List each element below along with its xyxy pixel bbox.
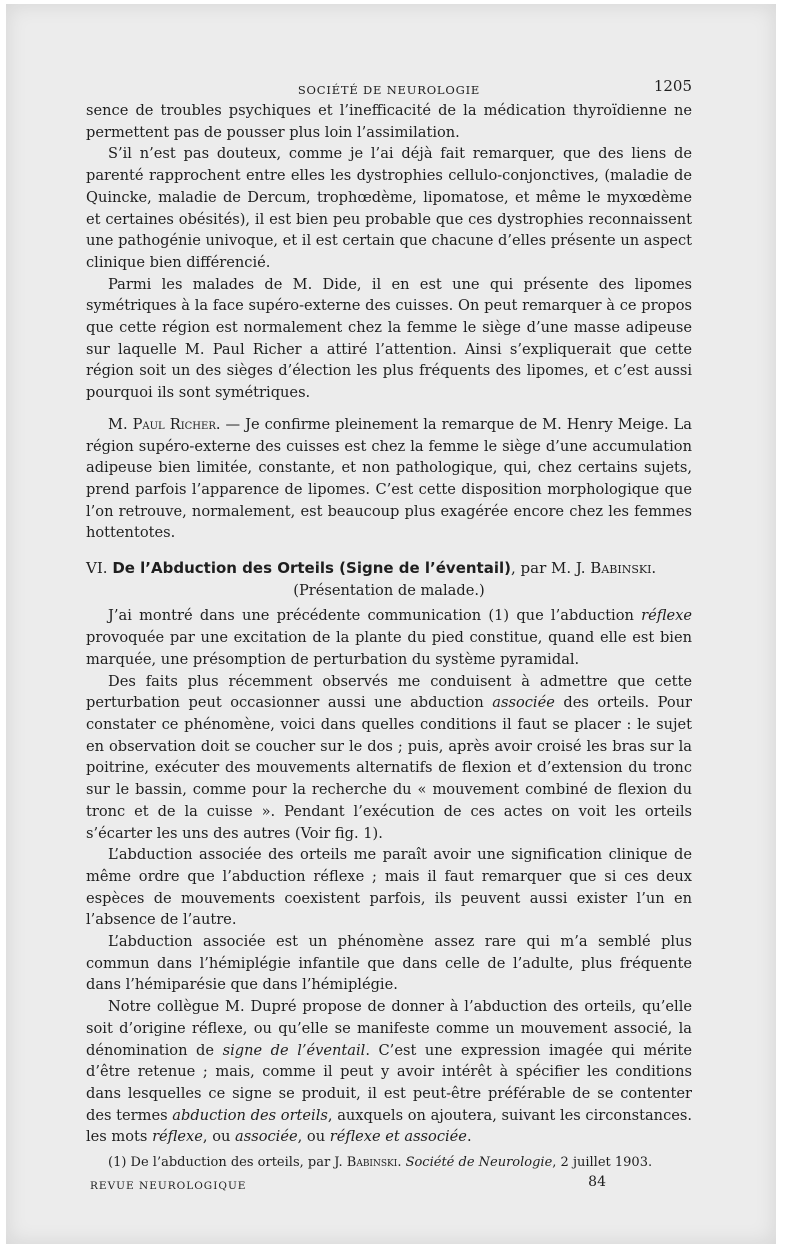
running-header-title: SOCIÉTÉ DE NEUROLOGIE <box>297 83 481 97</box>
page-footer <box>86 1174 692 1194</box>
section-author: Babinski <box>590 559 652 578</box>
emphasis: abduction des orteils <box>172 1106 328 1124</box>
emphasis: réflexe et associée <box>329 1128 467 1146</box>
paragraph-rarete: L’abduction associée est un phénomène assez rare qui m’a semblé plus commun dans l’hémiplégie infantile que dans celle de l’adulte, plus fréquente dans l’hémiparésie que dans l’hémiplégie. <box>86 933 692 994</box>
section-author-end: . <box>651 559 657 578</box>
section-by: , par M. J. <box>510 559 591 578</box>
text-run: , 2 juillet 1903. <box>552 1155 653 1171</box>
footer-signature-number: 84 <box>588 1174 606 1191</box>
emphasis: signe de l’éventail <box>222 1041 366 1059</box>
emphasis: associée <box>492 694 555 712</box>
emphasis: réflexe <box>152 1128 203 1146</box>
section-number: VI. <box>86 559 108 578</box>
text-run: J’ai montré dans une précédente communication (1) que l’abduction <box>108 607 642 625</box>
text-run: provoquée par une excitation de la plante du pied constitue, quand elle est bien marquée, une présomption de perturbation du système pyramidal. <box>86 629 692 668</box>
page-number: 1205 <box>653 77 692 95</box>
paragraph-denomination <box>86 996 692 1148</box>
text-run: . <box>466 1128 472 1146</box>
text-run: . C’est une expression imagée qui mérite d’être retenue ; mais, comme il peut y avoir intérêt à spécifier les conditions dans lesquelles ce signe se produit, il est peut-être préférable de se contenter des termes <box>86 1041 692 1124</box>
paragraph-lipomes: Parmi les malades de M. Dide, il en est une qui présente des lipomes symétriques à la face supéro-externe des cuisses. On peut remarquer à ce propos que cette région est normalement chez la femme le siège d’une masse adipeuse sur laquelle M. Paul Richer a attiré l’attention. Ainsi s’expliquerait que cette région soit un des sièges d’élection les plus fréquents des lipomes, et c’est aussi pourquoi ils sont symétriques. <box>86 275 692 402</box>
paragraph-richer <box>86 414 692 544</box>
footnote <box>86 1154 692 1172</box>
text-run: . <box>397 1155 406 1171</box>
section-title: De l’Abduction des Orteils (Signe de l’éventail) <box>112 559 511 578</box>
text-run: , ou <box>202 1128 236 1146</box>
paragraph-abduction-reflexe <box>86 605 692 670</box>
document-page <box>86 78 692 1194</box>
section-subtitle: (Présentation de malade.) <box>293 581 485 599</box>
emphasis: associée <box>235 1128 298 1146</box>
text-run: , ou <box>297 1128 330 1146</box>
paragraph-continuation: sence de troubles psychiques et l’inefficacité de la médication thyroïdienne ne permettent pas de pousser plus loin l’assimilation. <box>86 102 692 141</box>
text-run: Des faits plus récemment observés me conduisent à admettre que cette perturbation peut occasionner aussi une abduction <box>86 672 692 712</box>
paragraph-richer-text: — Je confirme pleinement la remarque de M. Henry Meige. La région supéro-externe des cuisses est chez la femme le siège d’une accumulation adipeuse bien limitée, constante, et non pathologique, qui, chez certains sujets, prend parfois l’apparence de lipomes. C’est cette disposition morphologique que l’on retrouve, normalement, est beaucoup plus exagérée encore chez les femmes hottentotes. <box>86 415 692 542</box>
text-run: des orteils. Pour constater ce phénomène, voici dans quelles conditions il faut se placer : le sujet en observation doit se coucher sur le dos ; puis, après avoir croisé les bras sur la poitrine, exécuter des mouvements alternatifs de flexion et d’extension du tronc sur le bassin, comme pour la recherche du « mouvement combiné de flexion du tronc et de la cuisse ». Pendant l’exécution de ces actes on voit les orteils s’écarter les uns des autres (Voir fig. 1). <box>86 694 692 842</box>
text-run: , auxquels on ajoutera, suivant les circonstances. les mots <box>86 1106 693 1146</box>
text-run: (1) De l’abduction des orteils, par J. <box>108 1155 347 1171</box>
emphasis: réflexe <box>641 607 692 625</box>
section-heading <box>86 558 692 580</box>
footer-journal-name: REVUE NEUROLOGIQUE <box>90 1180 247 1193</box>
footnote-journal: Société de Neurologie <box>405 1155 553 1171</box>
speaker-name: M. Paul Richer. <box>108 415 221 433</box>
paragraph-dystrophies: S’il n’est pas douteux, comme je l’ai déjà fait remarquer, que des liens de parenté rapprochent entre elles les dystrophies cellulo-conjonctives, (maladie de Quincke, maladie de Dercum, trophœdème, lipomatose, et même le myxœdème et certaines obésités), il est bien peu probable que ces dystrophies reconnaissent une pathogénie univoque, et il est certain que chacune d’elles présente un aspect clinique bien différencié. <box>86 145 692 271</box>
footnote-author: Babinski <box>346 1155 398 1171</box>
text-run: Notre collègue M. Dupré propose de donner à l’abduction des orteils, qu’elle soit d’origine réflexe, ou qu’elle se manifeste comme un mouvement associé, la dénomination de <box>86 998 692 1059</box>
running-header <box>86 78 692 100</box>
paragraph-abduction-associee <box>86 671 692 845</box>
paragraph-signification: L’abduction associée des orteils me paraît avoir une signification clinique de même ordre que l’abduction réflexe ; mais il faut remarquer que si ces deux espèces de mouvements coexistent parfois, ils peuvent aussi exister l’un en l’absence de l’autre. <box>86 846 692 929</box>
